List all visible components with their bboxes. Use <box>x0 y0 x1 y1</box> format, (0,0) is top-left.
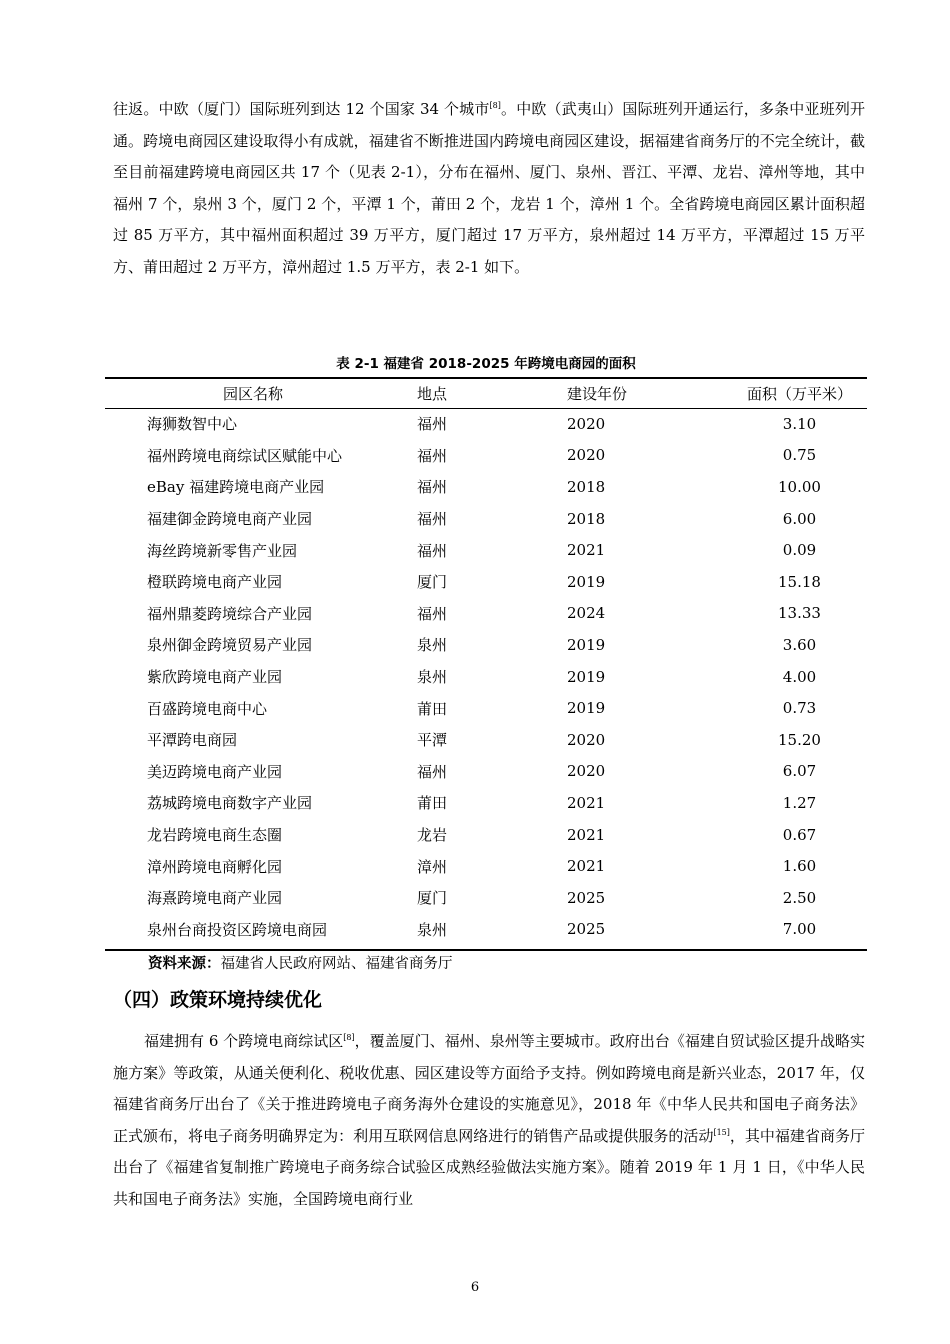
cell-park-name: 荔城跨境电商数字产业园 <box>147 794 313 813</box>
cell-location: 福州 <box>417 762 448 781</box>
cell-area: 1.27 <box>782 793 817 812</box>
cell-location: 泉州 <box>417 636 448 655</box>
cell-location: 龙岩 <box>417 826 448 845</box>
cell-location: 泉州 <box>417 668 448 687</box>
citation-ref[interactable]: [8] <box>343 1033 355 1042</box>
cell-area: 10.00 <box>778 477 821 496</box>
paragraph-policy <box>113 1026 865 1215</box>
table-row <box>105 503 867 535</box>
cell-year: 2018 <box>567 477 606 496</box>
cell-year: 2024 <box>567 604 606 623</box>
cell-area: 4.00 <box>782 667 817 686</box>
paragraph-text: 福建拥有 6 个跨境电商综试区 <box>144 1032 344 1050</box>
citation-ref[interactable]: [8] <box>489 101 501 110</box>
table-row <box>105 661 867 693</box>
column-header-year: 建设年份 <box>567 385 628 403</box>
cell-park-name: 美迈跨境电商产业园 <box>147 762 283 781</box>
cell-area: 13.33 <box>778 604 821 623</box>
cell-year: 2020 <box>567 762 606 781</box>
cell-year: 2019 <box>567 635 606 654</box>
cell-area: 15.18 <box>778 572 821 591</box>
cell-area: 1.60 <box>782 857 817 876</box>
cell-year: 2021 <box>567 857 606 876</box>
cell-park-name: 泉州御金跨境贸易产业园 <box>147 636 313 655</box>
cell-park-name: 海狮数智中心 <box>147 415 238 434</box>
table-row <box>105 471 867 503</box>
table-row <box>105 692 867 724</box>
cell-location: 厦门 <box>417 889 448 908</box>
paragraph-text: ，其中福建省商务厅出台了《福建省复制推广跨境电子商务综合试验区成熟经验做法实施方案》。随着 2019 年 1 月 1 日，《中华人民共和国电子商务法》实施，全国跨境电商行业 <box>113 1126 865 1208</box>
cell-location: 莆田 <box>417 794 448 813</box>
cell-park-name: 龙岩跨境电商生态圈 <box>147 826 283 845</box>
cell-year: 2021 <box>567 825 606 844</box>
paragraph-intro <box>113 94 865 283</box>
table-caption: 表 2-1 福建省 2018-2025 年跨境电商园的面积 <box>336 356 636 372</box>
page-number: 6 <box>470 1280 480 1295</box>
cell-park-name: eBay 福建跨境电商产业园 <box>147 478 325 497</box>
cell-location: 漳州 <box>417 857 448 876</box>
cell-location: 福州 <box>417 478 448 497</box>
cell-year: 2020 <box>567 414 606 433</box>
cell-park-name: 福州鼎菱跨境综合产业园 <box>147 604 313 623</box>
cell-park-name: 紫欣跨境电商产业园 <box>147 668 283 687</box>
cell-area: 6.07 <box>782 762 817 781</box>
cell-area: 15.20 <box>778 730 821 749</box>
table-source <box>148 952 453 976</box>
cell-location: 厦门 <box>417 573 448 592</box>
cell-park-name: 海熹跨境电商产业园 <box>147 889 283 908</box>
cell-area: 3.60 <box>782 635 817 654</box>
table-row <box>105 440 867 472</box>
cell-location: 福州 <box>417 510 448 529</box>
cell-park-name: 橙联跨境电商产业园 <box>147 573 283 592</box>
table-row <box>105 629 867 661</box>
table-body <box>105 408 867 945</box>
cell-park-name: 福建御金跨境电商产业园 <box>147 510 313 529</box>
section-heading: （四）政策环境持续优化 <box>113 989 323 1011</box>
paragraph-text: 往返。中欧（厦门）国际班列到达 12 个国家 34 个城市 <box>113 100 490 118</box>
table-row <box>105 408 867 440</box>
table-row <box>105 914 867 946</box>
table-row <box>105 850 867 882</box>
table-header-row <box>105 379 867 408</box>
column-header-area: 面积（万平米） <box>746 385 852 403</box>
source-label: 资料来源： <box>148 956 221 972</box>
cell-park-name: 泉州台商投资区跨境电商园 <box>147 920 328 939</box>
table-row <box>105 566 867 598</box>
cell-park-name: 海丝跨境新零售产业园 <box>147 541 298 560</box>
paragraph-text: 。中欧（武夷山）国际班列开通运行，多条中亚班列开通。跨境电商园区建设取得小有成就，福建省不断推进国内跨境电商园区建设，据福建省商务厅的不完全统计，截至目前福建跨境电商园区共 17 个（见表 2-1），分布在福州、厦门、泉州、晋江、平潭、龙岩、漳州等地，其中福州 7 个，泉州 3 个，厦门 2 个，平潭 1 个，莆田 2 个，龙岩 1 个，漳州 1 个。全省跨境电商园区累计面积超过 85 万平方，其中福州面积超过 39 万平方，厦门超过 17 万平方，泉州超过 14 万平方，平潭超过 15 万平方、莆田超过 2 万平方，漳州超过 1.5 万平方，表 2-1 如下。 <box>113 100 865 276</box>
cell-park-name: 漳州跨境电商孵化园 <box>147 857 283 876</box>
cell-location: 福州 <box>417 604 448 623</box>
cell-year: 2025 <box>567 888 606 907</box>
cell-area: 6.00 <box>782 509 817 528</box>
table-row <box>105 787 867 819</box>
cell-park-name: 平潭跨电商园 <box>147 731 238 750</box>
table-row <box>105 724 867 756</box>
cell-location: 泉州 <box>417 920 448 939</box>
cell-year: 2025 <box>567 920 606 939</box>
cell-area: 3.10 <box>782 414 817 433</box>
cell-location: 平潭 <box>417 731 448 750</box>
cell-year: 2018 <box>567 509 606 528</box>
cell-year: 2019 <box>567 667 606 686</box>
citation-ref[interactable]: [15] <box>713 1127 730 1137</box>
cell-area: 0.73 <box>782 699 817 718</box>
cell-park-name: 福州跨境电商综试区赋能中心 <box>147 446 343 465</box>
cell-year: 2021 <box>567 793 606 812</box>
table-row <box>105 882 867 914</box>
cell-location: 福州 <box>417 541 448 560</box>
cell-location: 福州 <box>417 415 448 434</box>
cell-year: 2021 <box>567 541 606 560</box>
table-row <box>105 534 867 566</box>
cell-year: 2019 <box>567 699 606 718</box>
cell-area: 7.00 <box>782 920 817 939</box>
table-row <box>105 756 867 788</box>
cell-area: 0.09 <box>782 541 817 560</box>
cell-year: 2020 <box>567 730 606 749</box>
source-text: 福建省人民政府网站、福建省商务厅 <box>220 956 453 972</box>
table-row <box>105 598 867 630</box>
cell-location: 福州 <box>417 446 448 465</box>
cell-location: 莆田 <box>417 699 448 718</box>
table-row <box>105 819 867 851</box>
column-header-name: 园区名称 <box>223 385 284 403</box>
column-header-location: 地点 <box>417 385 448 403</box>
parks-table <box>105 379 867 945</box>
cell-park-name: 百盛跨境电商中心 <box>147 699 268 718</box>
paragraph-text: ，覆盖厦门、福州、泉州等主要城市。政府出台《福建自贸试验区提升战略实施方案》等政策，从通关便利化、税收优惠、园区建设等方面给予支持。例如跨境电商是新兴业态，2017 年，仅福建省商务厅出台了《关于推进跨境电子商务海外仓建设的实施意见》，2018 年《中华人民共和国电子商务法》正式颁布，将电子商务明确界定为：利用互联网信息网络进行的销售产品或提供服务的活动 <box>113 1032 865 1145</box>
cell-year: 2019 <box>567 572 606 591</box>
cell-year: 2020 <box>567 446 606 465</box>
cell-area: 2.50 <box>782 888 817 907</box>
table-bottom-rule <box>105 949 867 951</box>
cell-area: 0.67 <box>782 825 817 844</box>
cell-area: 0.75 <box>782 446 817 465</box>
